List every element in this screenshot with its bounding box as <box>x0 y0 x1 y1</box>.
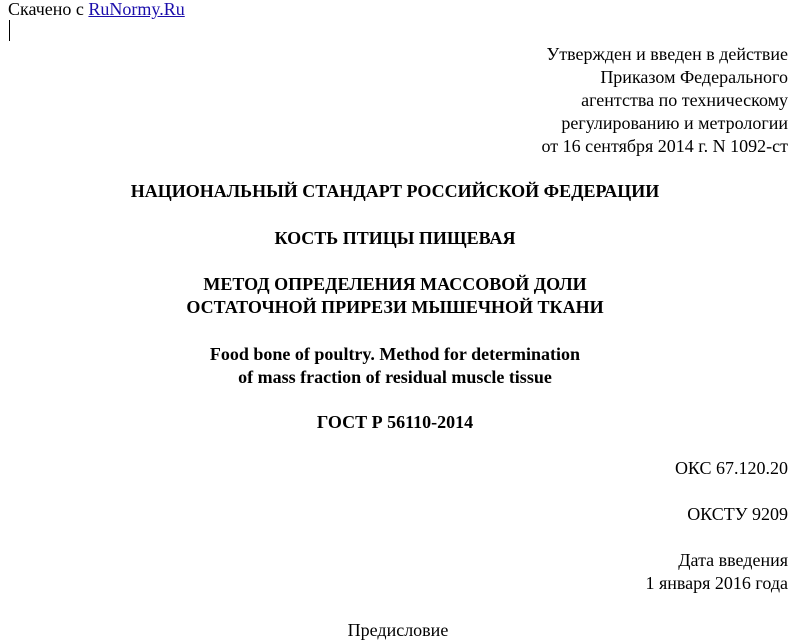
standard-title: НАЦИОНАЛЬНЫЙ СТАНДАРТ РОССИЙСКОЙ ФЕДЕРАЦИИ <box>130 181 660 201</box>
method-title-line-1: МЕТОД ОПРЕДЕЛЕНИЯ МАССОВОЙ ДОЛИ <box>203 274 587 294</box>
download-source-line <box>8 0 185 21</box>
okstu-code: ОКСТУ 9209 <box>687 504 788 524</box>
gost-number: ГОСТ Р 56110-2014 <box>316 412 474 432</box>
preface-heading: Предисловие <box>347 620 449 640</box>
english-title-line-1: Food bone of poultry. Method for determination <box>209 344 581 364</box>
method-title-line-2: ОСТАТОЧНОЙ ПРИРЕЗИ МЫШЕЧНОЙ ТКАНИ <box>186 297 604 317</box>
intro-date-label: Дата введения <box>678 550 788 570</box>
oks-code: ОКС 67.120.20 <box>674 458 788 478</box>
english-title-line-2: of mass fraction of residual muscle tissue <box>238 367 552 387</box>
approval-line: Утвержден и введен в действие <box>546 44 788 64</box>
approval-line: агентства по техническому <box>581 90 788 110</box>
intro-date-value: 1 января 2016 года <box>645 573 788 593</box>
approval-line: от 16 сентября 2014 г. N 1092-ст <box>541 136 788 156</box>
approval-block <box>541 43 788 158</box>
approval-line: регулированию и метрологии <box>561 113 788 133</box>
download-source-prefix: Скачено с <box>8 0 89 19</box>
approval-line: Приказом Федерального <box>600 67 788 87</box>
runormy-link[interactable]: RuNormy.Ru <box>88 0 185 19</box>
product-title: КОСТЬ ПТИЦЫ ПИЩЕВАЯ <box>274 228 516 248</box>
text-cursor <box>9 20 10 41</box>
